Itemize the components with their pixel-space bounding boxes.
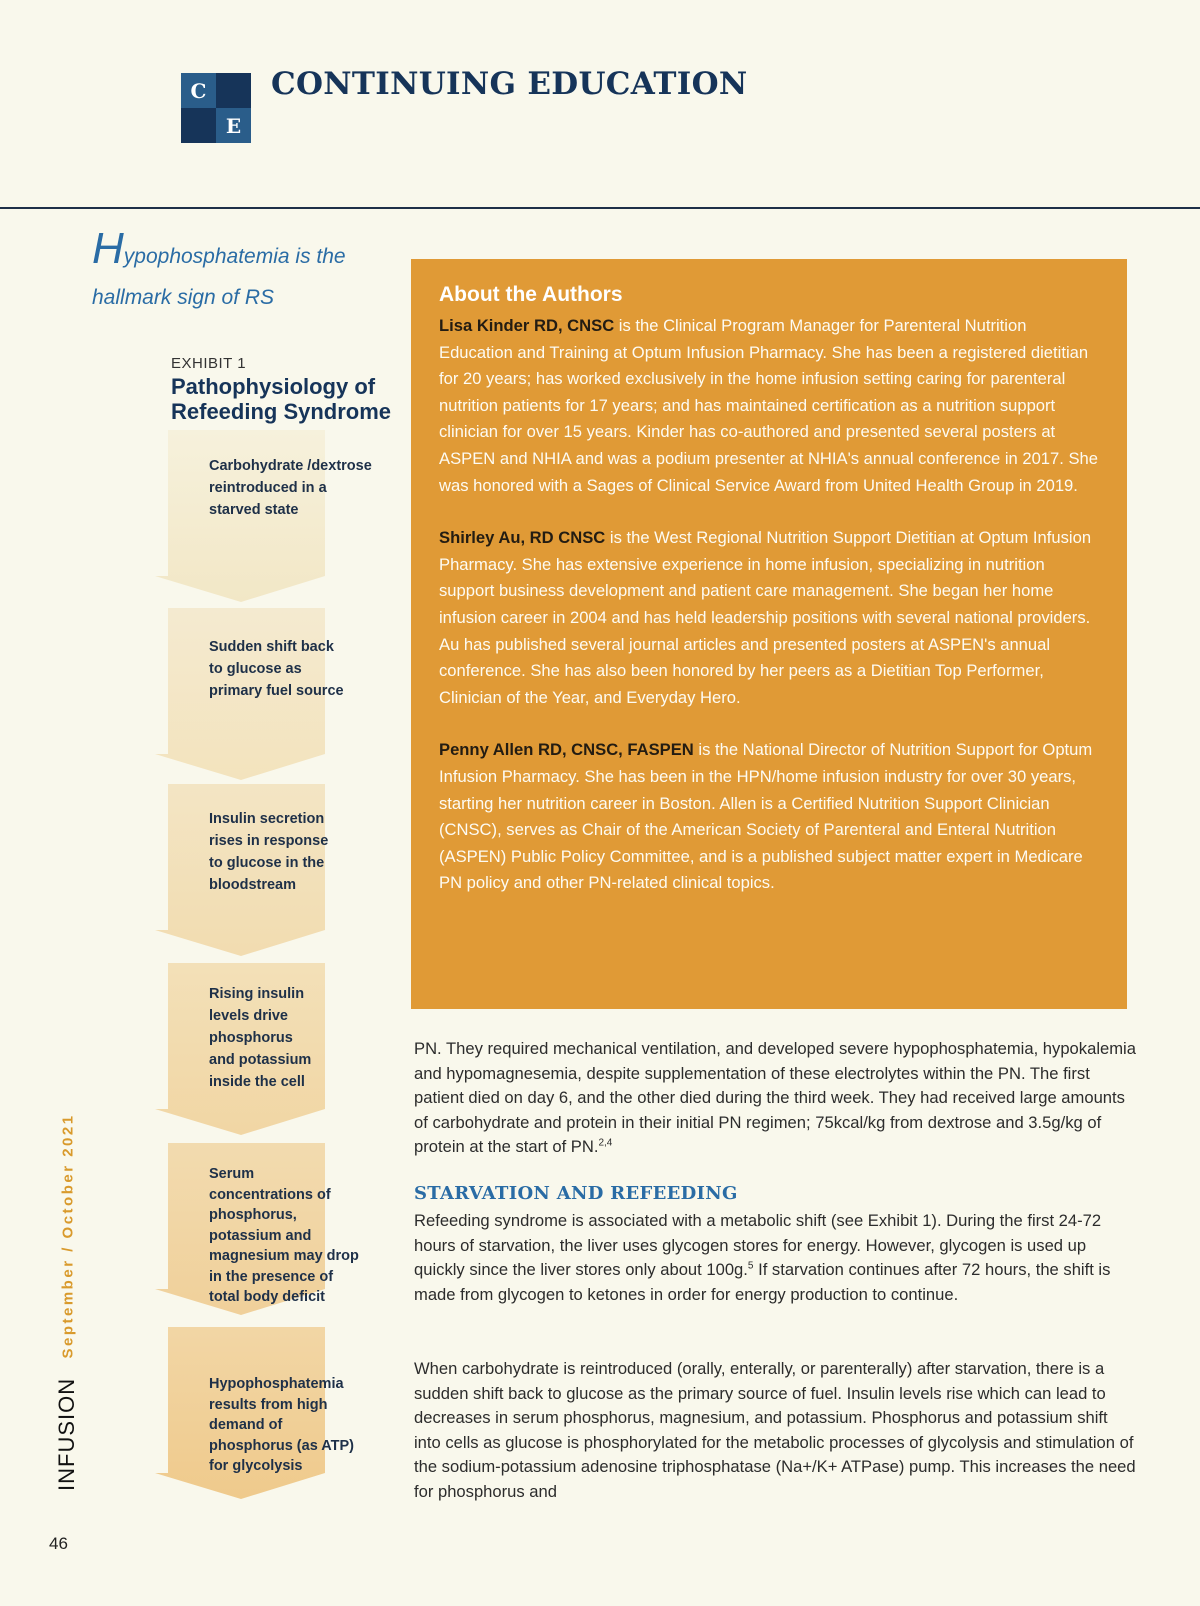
author-name: Shirley Au, RD CNSC xyxy=(439,528,606,548)
author-bio xyxy=(439,525,1099,711)
logo-letter-c: C xyxy=(181,73,216,108)
body-text: PN. They required mechanical ventilation, and developed severe hypophosphatemia, hypokalemia and hypomagnesemia, despite supplementation of these electrolytes within the PN. The first patient died on day 6, and the other died during the third week. They had received large amounts of carbohydrate and protein in their initial PN regimen; 75kcal/kg from dextrose and 3.5g/kg of protein at the start of PN. xyxy=(414,1039,1136,1156)
author-bio-text: is the West Regional Nutrition Support Dietitian at Optum Infusion Pharmacy. She has extensive experience in home infusion, specializing in nutrition support business development and patient care management. She began her home infusion career in 2004 and has held leadership positions with several national providers. Au has published several journal articles and presented posters at ASPEN's annual conference. She has also been honored by her peers as a Dietitian Top Performer, Clinician of the Year, and Everyday Hero. xyxy=(439,528,1092,707)
pull-quote-initial: H xyxy=(92,224,124,273)
header-divider xyxy=(0,207,1200,209)
flow-step xyxy=(155,430,372,602)
author-name: Lisa Kinder RD, CNSC xyxy=(439,316,615,335)
section-title: CONTINUING EDUCATION xyxy=(271,66,748,102)
exhibit-label: EXHIBIT 1 xyxy=(171,355,247,372)
magazine-logo: INFUSION xyxy=(54,1377,79,1491)
flow-step xyxy=(155,608,344,780)
flow-step xyxy=(155,784,327,956)
pull-quote xyxy=(92,224,392,318)
author-bio-text: is the National Director of Nutrition Support for Optum Infusion Pharmacy. She has been in the HPN/home infusion industry for over 30 years, starting her nutrition career in Boston. Allen is a Certified Nutrition Support Clinician (CNSC), serves as Chair of the American Society of Parenteral and Enteral Nutrition (ASPEN) Public Policy Committee, and is a published subject matter expert in Medicare PN policy and other PN-related clinical topics. xyxy=(439,740,1093,893)
body-paragraph xyxy=(414,1037,1136,1160)
body-paragraph: When carbohydrate is reintroduced (orally, enterally, or parenterally) after starvation, there is a sudden shift back to glucose as the primary source of fuel. Insulin levels rise which can lead to decreases in serum phosphorus, magnesium, and potassium. Phosphorus and potassium shift into cells as glucose is phosphorylated for the metabolic processes of glycolysis and stimulation of the sodium-potassium adenosine triphosphatase (Na+/K+ ATPase) pump. This increases the need for phosphorus and xyxy=(414,1359,1136,1501)
citation: 2,4 xyxy=(598,1137,613,1149)
page-number: 46 xyxy=(49,1534,68,1553)
author-bio xyxy=(439,313,1099,499)
logo-letter-e: E xyxy=(216,108,251,143)
body-text: If starvation continues after 72 hours, the shift is made from glycogen to ketones in order for energy production to continue. xyxy=(414,1260,1111,1304)
flow-step-text: Rising insulin levels drive phosphorus and potassium inside the cell xyxy=(209,986,312,1090)
flow-step-text: Hypophosphatemia results from high demand of phosphorus (as ATP) for glycolysis xyxy=(209,1376,354,1474)
flow-step xyxy=(155,1327,354,1499)
ce-logo xyxy=(181,73,251,143)
author-bio-text: is the Clinical Program Manager for Parenteral Nutrition Education and Training at Optum Infusion Pharmacy. She has been a registered dietitian for 20 years; has worked exclusively in the home infusion setting caring for parenteral nutrition patients for 17 years; and has maintained certification as a nutrition support clinician for over 15 years. Kinder has co-authored and presented several posters at ASPEN and NHIA and was a podium presenter at NHIA's annual conference in 2017. She was honored with a Sages of Clinical Service Award from United Health Group in 2019. xyxy=(439,316,1099,495)
issue-date: September / October 2021 xyxy=(59,1113,77,1359)
section-heading: STARVATION AND REFEEDING xyxy=(414,1183,738,1204)
flow-step-text: Carbohydrate /dextrose reintroduced in a starved state xyxy=(209,458,372,518)
about-authors-box xyxy=(411,259,1127,1009)
logo-square xyxy=(216,73,251,108)
pull-quote-text: ypophosphatemia is the hallmark sign of RS xyxy=(92,245,346,309)
flow-step-text: Sudden shift back to glucose as primary fuel source xyxy=(209,639,344,699)
body-paragraph xyxy=(414,1209,1136,1307)
exhibit-title: Pathophysiology of Refeeding Syndrome xyxy=(171,374,392,424)
about-authors-title: About the Authors xyxy=(439,283,623,306)
citation: 5 xyxy=(747,1260,754,1272)
flow-step xyxy=(155,963,327,1135)
author-name: Penny Allen RD, CNSC, FASPEN xyxy=(439,740,694,760)
flow-step-text: Serum concentrations of phosphorus, potassium and magnesium may drop in the presence of total body deficit xyxy=(209,1166,359,1305)
flow-step xyxy=(155,1143,359,1315)
vertical-footer xyxy=(50,1108,80,1598)
body-text: Refeeding syndrome is associated with a metabolic shift (see Exhibit 1). During the first 24-72 hours of starvation, the liver uses glycogen stores for energy. However, glycogen is used up quickly since the liver stores only about 100g. xyxy=(414,1211,1102,1279)
flow-step-text: Insulin secretion rises in response to glucose in the bloodstream xyxy=(209,811,329,893)
author-bio xyxy=(439,737,1099,897)
logo-square xyxy=(181,108,216,143)
